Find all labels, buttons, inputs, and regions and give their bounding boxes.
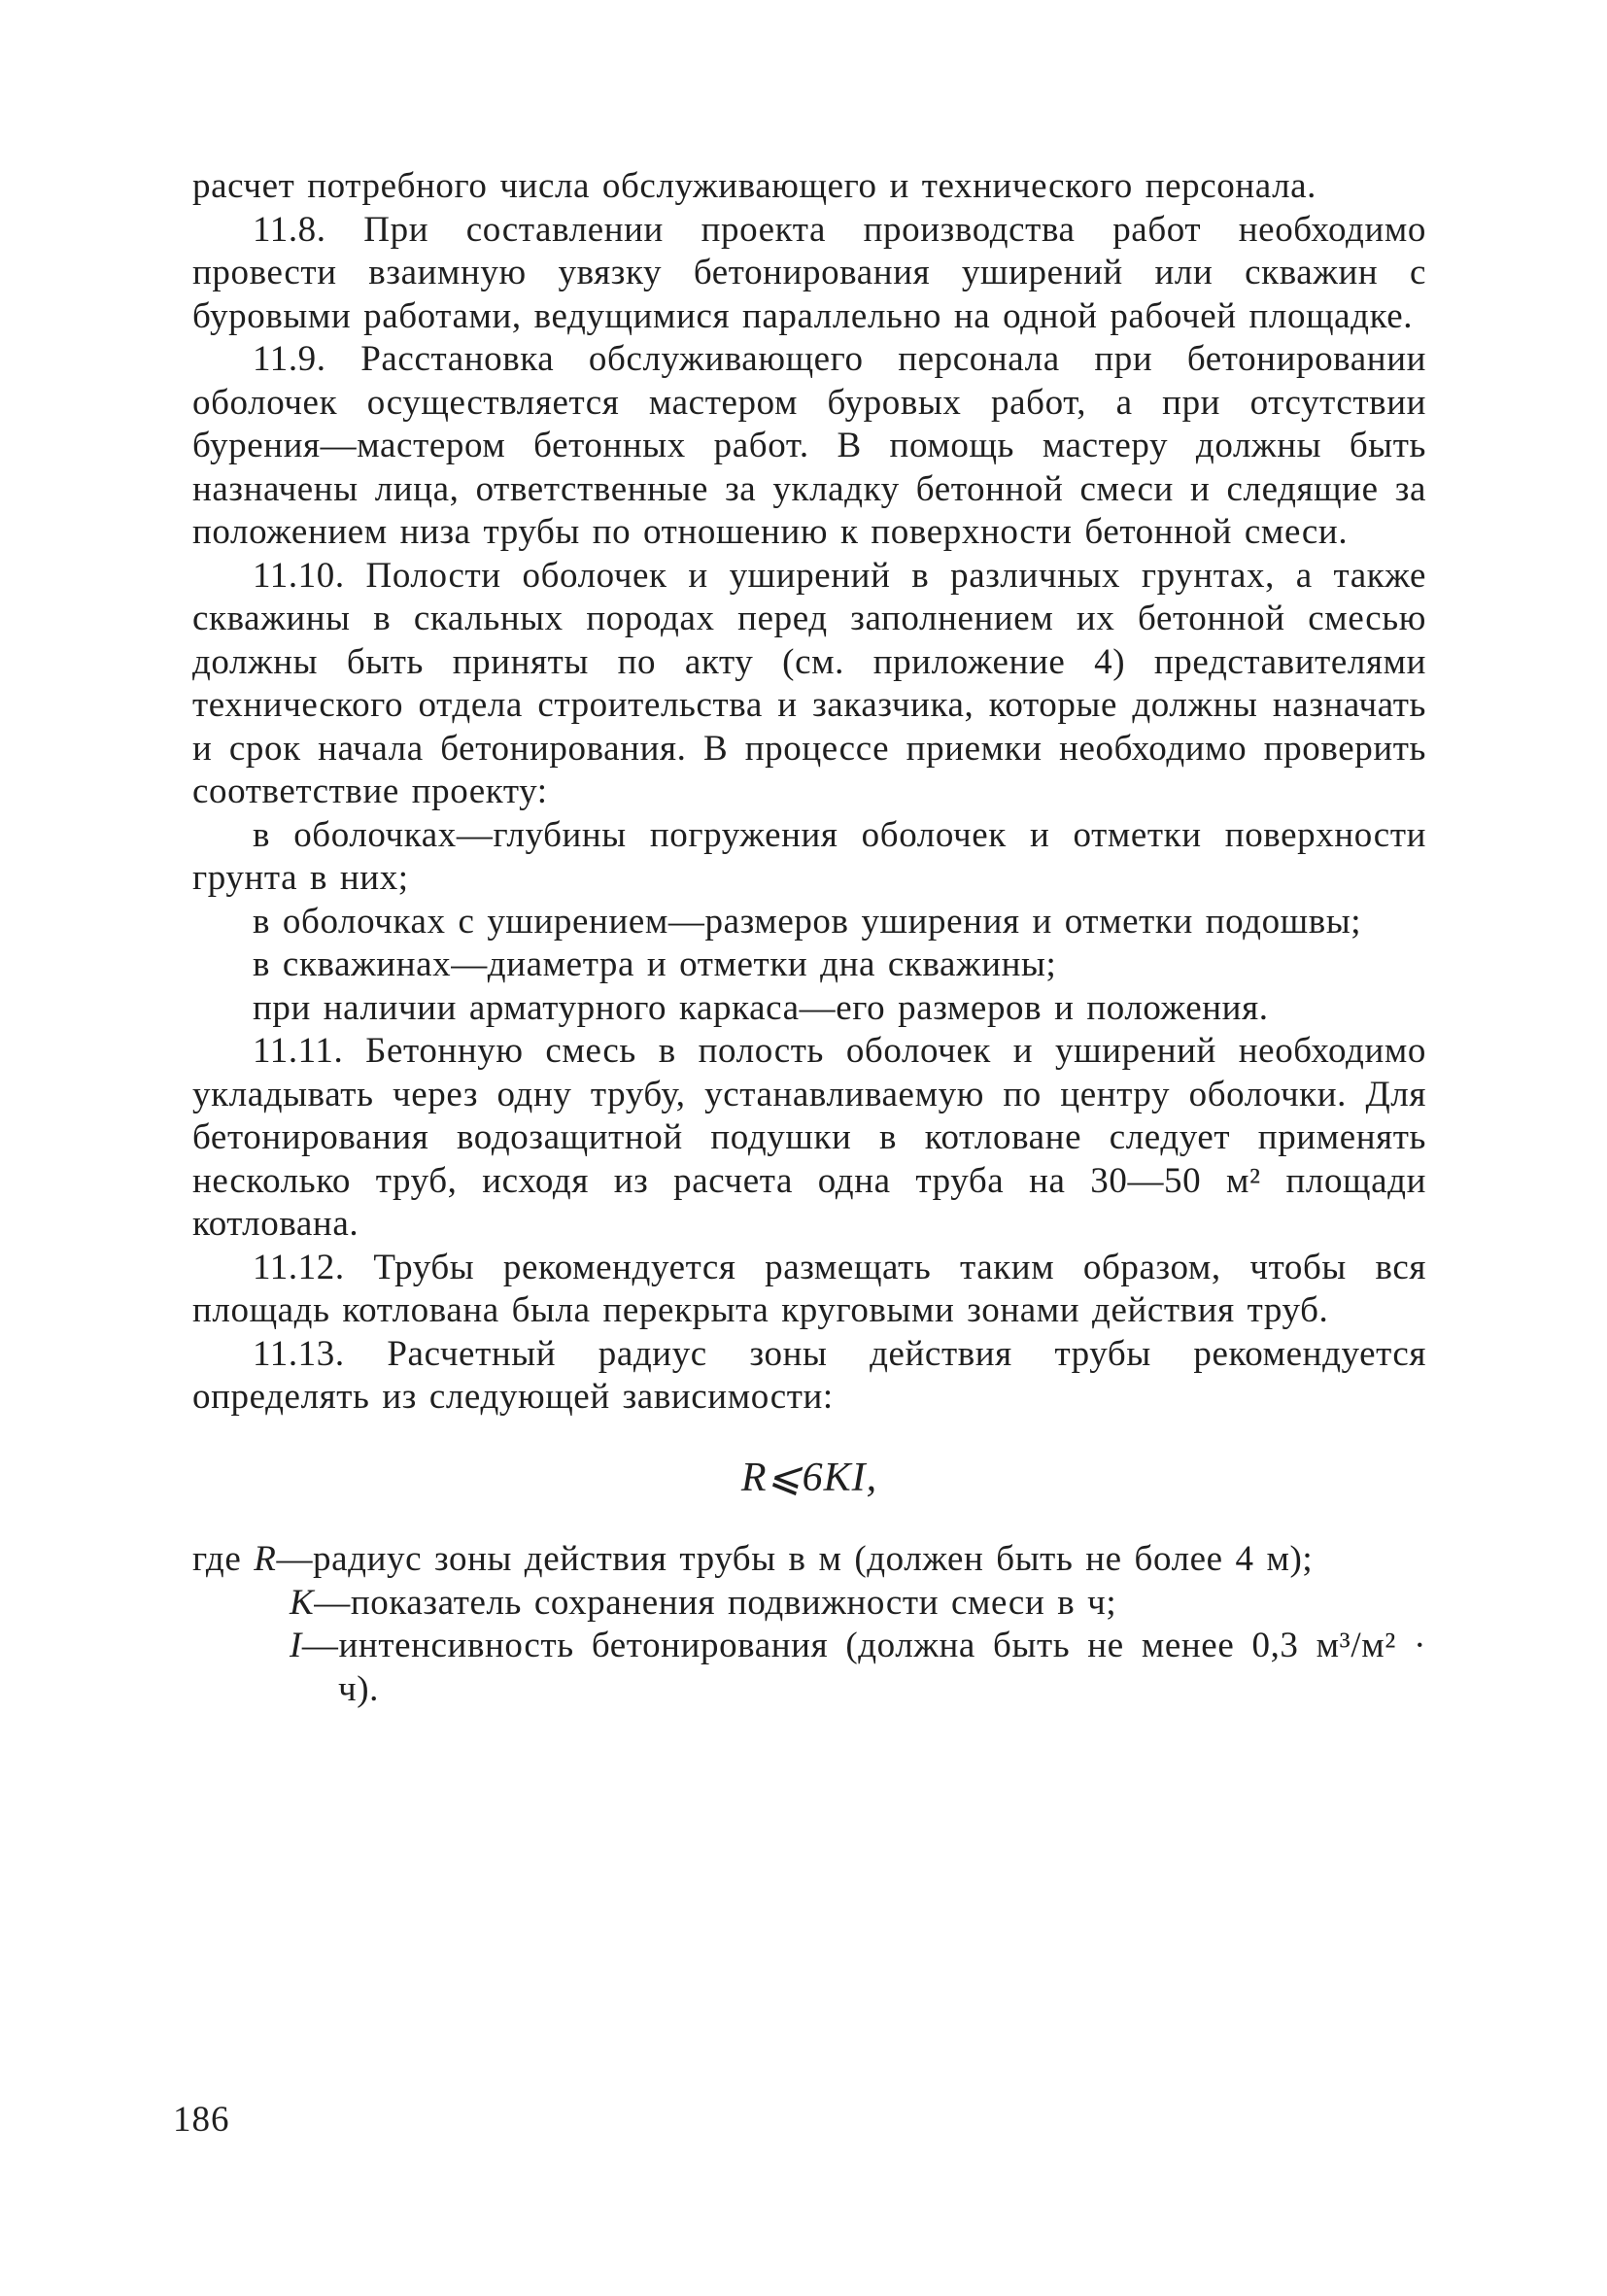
formula: R⩽6KI,: [740, 1455, 878, 1500]
definition-text: —показатель сохранения подвижности смеси в ч;: [314, 1582, 1117, 1623]
paragraph-11-11: 11.11. Бетонную смесь в полость оболочек и уширений необходимо укладывать через одну трубу, устанавливаемую по центру оболочки. Для бетонирования водозащитной подушки в котловане следует применять несколько труб, исходя из расчета одна труба на 30—50 м² площади котлована.: [192, 1031, 1426, 1244]
definition-k: [192, 1582, 1426, 1626]
list-item-wells: в скважинах—диаметра и отметки дна скважины;: [253, 944, 1057, 984]
list-item-shells-widening: в оболочках с уширением—размеров уширения и отметки подошвы;: [253, 901, 1362, 942]
definitions-list: [192, 1538, 1426, 1711]
paragraph-11-8: 11.8. При составлении проекта производства работ необходимо провести взаимную увязку бетонирования уширений или скважин с буровыми работами, ведущимися параллельно на одной рабочей площадке.: [192, 209, 1426, 336]
definition-symbol: I: [290, 1626, 302, 1665]
definition-r: [192, 1538, 1426, 1582]
body-text: [192, 165, 1426, 1711]
page-number: 186: [173, 2100, 230, 2140]
paragraph-11-13: 11.13. Расчетный радиус зоны действия трубы рекомендуется определять из следующей зависимости:: [192, 1333, 1426, 1417]
list-item-reinforcement: при наличии арматурного каркаса—его размеров и положения.: [253, 987, 1269, 1028]
definition-symbol: K: [290, 1582, 315, 1623]
definition-i: [192, 1625, 1426, 1711]
paragraph-continuation: расчет потребного числа обслуживающего и технического персонала.: [192, 166, 1317, 206]
paragraph-11-12: 11.12. Трубы рекомендуется размещать таким образом, чтобы вся площадь котлована была перекрыта круговыми зонами действия труб.: [192, 1247, 1426, 1330]
definition-lead: где: [192, 1539, 242, 1579]
paragraph-11-9: 11.9. Расстановка обслуживающего персонала при бетонировании оболочек осуществляется мастером буровых работ, а при отсутствии бурения—мастером бетонных работ. В помощь мастеру должны быть назначены лица, ответственные за укладку бетонной смеси и следящие за положением низа трубы по отношению к поверхности бетонной смеси.: [192, 339, 1426, 552]
definition-text: —интенсивность бетонирования (должна быть не менее 0,3 м³/м² · ч).: [301, 1626, 1426, 1709]
paragraph-11-10: 11.10. Полости оболочек и уширений в различных грунтах, а также скважины в скальных породах перед заполнением их бетонной смесью должны быть приняты по акту (см. приложение 4) представителями технического отдела строительства и заказчика, которые должны назначать и срок начала бетонирования. В процессе приемки необходимо проверить соответствие проекту:: [192, 555, 1426, 811]
definition-symbol: R: [254, 1539, 277, 1579]
definition-text: —радиус зоны действия трубы в м (должен быть не более 4 м);: [276, 1539, 1314, 1579]
list-item-shells: в оболочках—глубины погружения оболочек и отметки поверхности грунта в них;: [192, 814, 1426, 898]
